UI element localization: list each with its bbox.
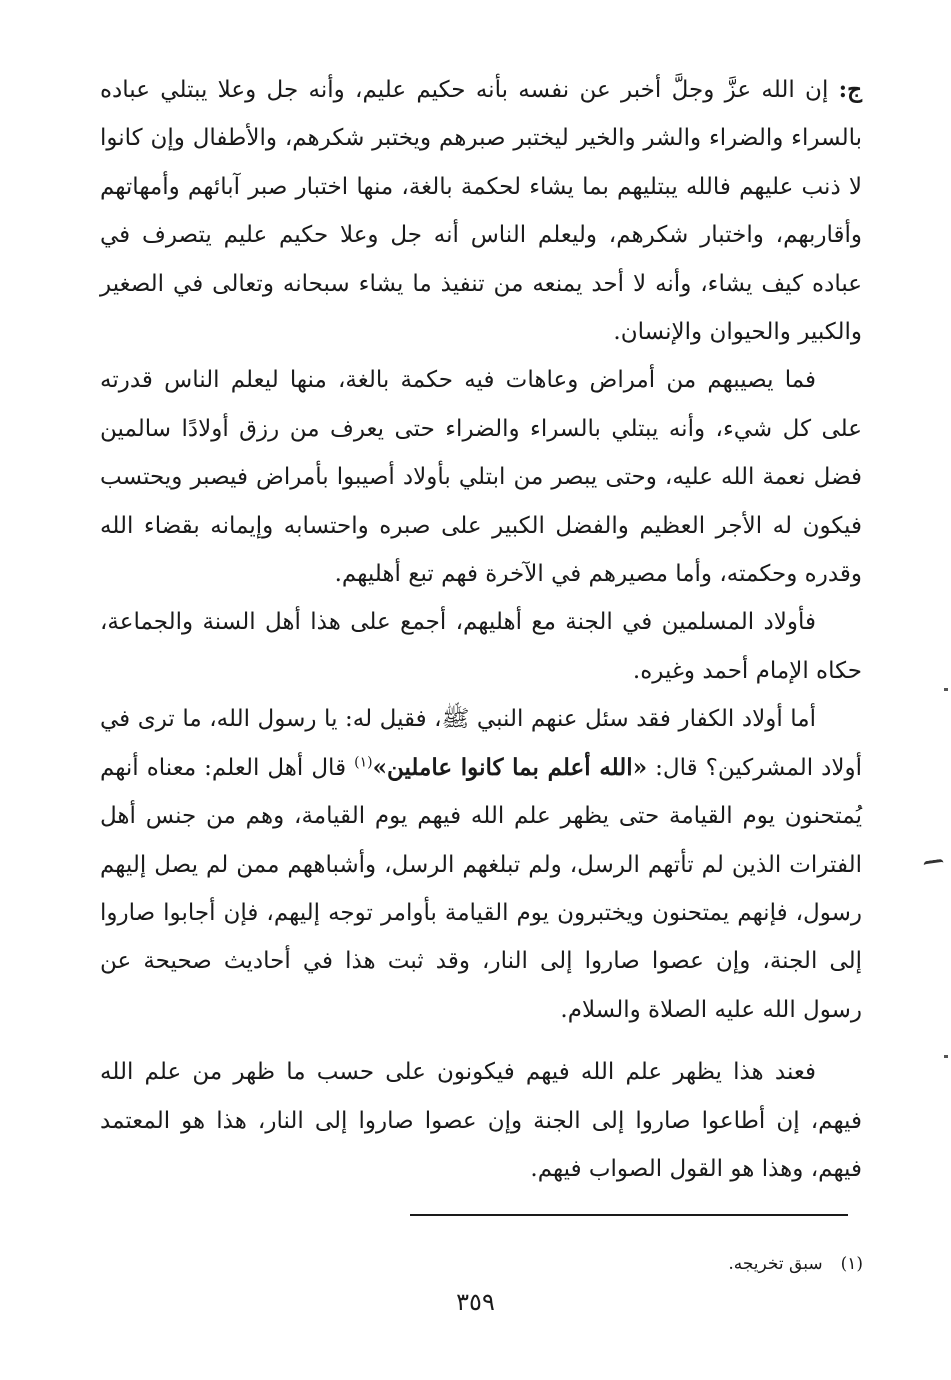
footnote-ref[interactable]: (١)	[354, 754, 373, 771]
footnote-text: سبق تخريجه.	[728, 1254, 823, 1274]
paragraph	[100, 356, 862, 598]
footnote-divider	[410, 1214, 848, 1216]
hadith-quote: «الله أعلم بما كانوا عاملين»	[372, 753, 648, 781]
paragraph-answer	[100, 66, 862, 356]
scan-artifact	[923, 859, 945, 875]
page-number: ٣٥٩	[456, 1288, 495, 1316]
paragraph-hadith	[100, 695, 862, 1034]
answer-label: ج:	[838, 76, 863, 103]
paragraph	[100, 598, 862, 695]
paragraph-text: فعند هذا يظهر علم الله فيهم فيكونون على حسب ما ظهر من علم الله فيهم، إن أطاعوا صاروا إلى الجنة وإن عصوا صاروا إلى النار، هذا هو المعتمد فيهم، وهذا هو القول الصواب فيهم.	[100, 1059, 862, 1182]
paragraph-text: إن الله عزَّ وجلَّ أخبر عن نفسه بأنه حكيم عليم، وأنه جل وعلا يبتلي عباده بالسراء والضراء والشر والخير ليختبر صبرهم ويختبر شكرهم، والأطفال وإن كانوا لا ذنب عليهم فالله يبتليهم بما يشاء لحكمة بالغة، منها اختبار صبر آبائهم وأمهاتهم وأقاربهم، واختبار شكرهم، وليعلم الناس أنه جل وعلا حكيم عليم يتصرف في عباده كيف يشاء، وأنه لا أحد يمنعه من تنفيذ ما يشاء سبحانه وتعالى في الصغير والكبير والحيوان والإنسان.	[100, 77, 862, 346]
paragraph-text: أما أولاد الكفار فقد سئل عنهم النبي ﷺ، فقيل له: يا رسول الله، ما ترى في أولاد المشركين؟ قال:	[100, 706, 863, 781]
paragraph-text: قال أهل العلم: معناه أنهم يُمتحنون يوم القيامة حتى يظهر علم الله فيهم يوم القيامة، وهم من جنس أهل الفترات الذين لم تأتهم الرسل، ولم تبلغهم الرسل، وأشباههم ممن لم يصل إليهم رسول، فإنهم يمتحنون ويختبرون يوم القيامة بأوامر توجه إليهم، فإن أجابوا صاروا إلى الجنة، وإن عصوا صاروا إلى النار، وقد ثبت هذا في أحاديث صحيحة عن رسول الله عليه الصلاة والسلام.	[100, 754, 862, 1023]
footnote-number: (١)	[840, 1254, 863, 1274]
paragraph-text: فأولاد المسلمين في الجنة مع أهليهم، أجمع على هذا أهل السنة والجماعة، حكاه الإمام أحمد وغيره.	[100, 609, 862, 684]
main-text	[100, 66, 862, 1193]
scan-artifact	[944, 688, 948, 691]
footnote	[728, 1254, 863, 1274]
paragraph-text: فما يصيبهم من أمراض وعاهات فيه حكمة بالغة، منها ليعلم الناس قدرته على كل شيء، وأنه يبتلي بالسراء والضراء حتى يعرف من رزق أولادًا سالمين فضل نعمة الله عليه، وحتى يبصر من ابتلي بأولاد أصيبوا بأمراض فيصبر ويحتسب فيكون له الأجر العظيم والفضل الكبير على صبره واحتسابه وإيمانه بقضاء الله وقدره وحكمته، وأما مصيرهم في الآخرة فهم تبع أهليهم.	[100, 367, 862, 588]
scan-artifact	[944, 1055, 948, 1058]
paragraph	[100, 1048, 862, 1193]
